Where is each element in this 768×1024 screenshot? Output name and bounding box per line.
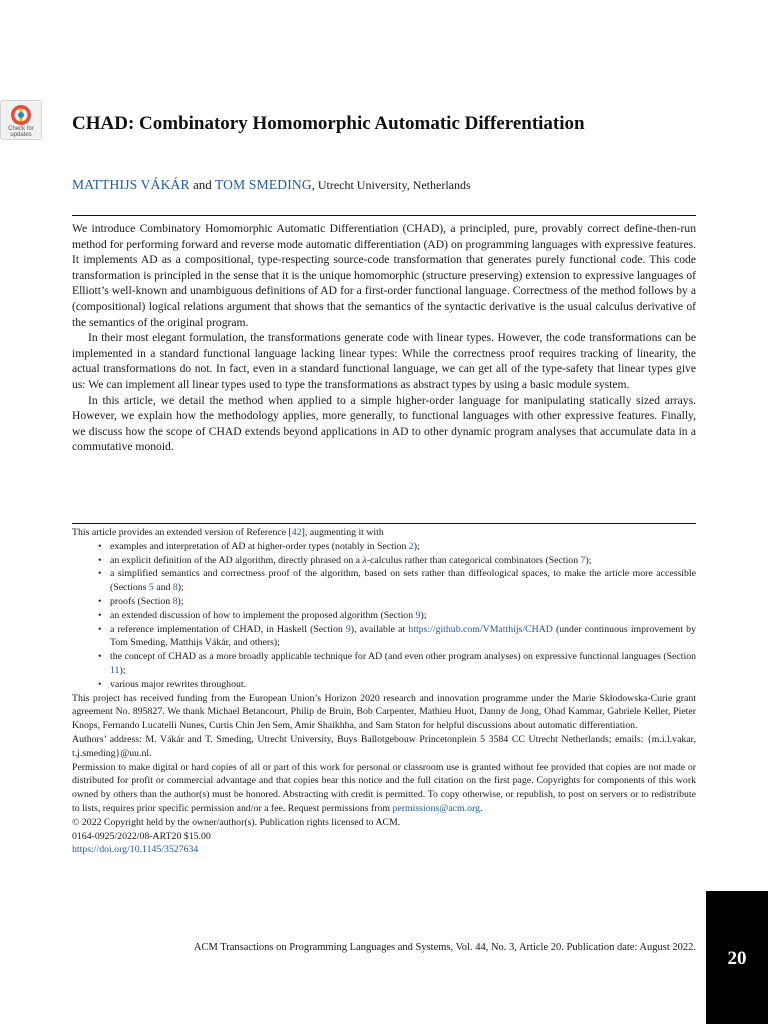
text: proofs (Section bbox=[110, 595, 173, 607]
abstract-top-rule bbox=[72, 215, 696, 216]
issn-line: 0164-0925/2022/08-ART20 $15.00 bbox=[72, 830, 211, 842]
copyright-line: © 2022 Copyright held by the owner/author(s). Publication rights licensed to ACM. bbox=[72, 816, 401, 828]
section-link[interactable]: 7 bbox=[580, 554, 586, 566]
list-item bbox=[110, 554, 696, 568]
affiliation: , Utrecht University, Netherlands bbox=[311, 178, 471, 192]
abstract-paragraph-2: In their most elegant formulation, the transformations generate code with linear types. However, the code transformations can be implemented in a standard functional language lacking linear types: While the correctness proof requires tracking of linearity, the actual transformations do not. In fact, even in a standard functional language, we can get all of the type-safety that linear types give us: We can implement all linear types used to type the transformations as abstract types by using a basic module system. bbox=[72, 331, 696, 391]
section-link[interactable]: 9 bbox=[415, 609, 421, 621]
text: ); bbox=[177, 582, 184, 594]
page-number: 20 bbox=[727, 948, 747, 969]
check-for-updates-badge[interactable] bbox=[0, 100, 42, 140]
text: Permission to make digital or hard copies of all or part of this work for personal or classroom use is granted without fee provided that copies are not made or distributed for profit or commercial advantage and that copies bear this notice and the full citation on the first page. Copyrights for components of this work owned by others than the author(s) must be honored. Abstracting with credit is permitted. To copy otherwise, or republish, to post on servers or to redistribute to lists, requires prior specific permission and/or a fee. Request permissions from bbox=[72, 761, 696, 814]
section-link[interactable]: 11 bbox=[110, 664, 120, 676]
abstract bbox=[72, 221, 696, 455]
list-item bbox=[110, 595, 696, 609]
footnote-rule bbox=[72, 523, 696, 524]
author-vakar[interactable]: MATTHIJS VÁKÁR bbox=[72, 177, 190, 192]
section-link[interactable]: 8 bbox=[172, 582, 178, 594]
page-number-tab bbox=[706, 891, 768, 1024]
list-item bbox=[110, 609, 696, 623]
ref-link[interactable]: 42 bbox=[291, 527, 302, 538]
front-matter-footnote bbox=[72, 526, 696, 857]
extension-list bbox=[72, 540, 696, 692]
section-link[interactable]: 5 bbox=[148, 582, 154, 594]
text: ], augmenting it with bbox=[301, 527, 384, 538]
badge-label-line1: Check for bbox=[8, 126, 34, 132]
text: an extended discussion of how to implement the proposed algorithm (Section bbox=[110, 609, 416, 621]
section-link[interactable]: 9 bbox=[345, 623, 351, 635]
permissions-email-link[interactable]: permissions@acm.org bbox=[392, 802, 480, 814]
author-conjunction: and bbox=[189, 177, 215, 192]
text: . bbox=[480, 802, 483, 814]
text: ), available at bbox=[350, 623, 409, 635]
text: an explicit definition of the AD algorithm, directly phrased on a bbox=[110, 554, 363, 566]
text: ); bbox=[420, 609, 427, 621]
badge-label-line2: updates bbox=[10, 132, 32, 138]
extension-intro bbox=[72, 526, 696, 540]
authors-address: Authors’ address: M. Vákár and T. Smeding, Utrecht University, Buys Ballotgebouw Princetonplein 5 3584 CC Utrecht Netherlands; emails: {m.i.l.vakar, t.j.smeding}@uu.nl. bbox=[72, 733, 696, 759]
text: a simplified semantics and correctness proof of the algorithm, based on sets rather than diffeological spaces, to make the article more accessible (Sections bbox=[110, 568, 696, 594]
funding-note: This project has received funding from the European Union’s Horizon 2020 research and innovation programme under the Marie Skłodowska-Curie grant agreement No. 895827. We thank Michael Betancourt, Philip de Bruin, Bob Carpenter, Mathieu Huot, Danny de Jong, Ohad Kammar, Gabriele Keller, Pieter Knops, Fernando Lucatelli Nunes, Curtis Chin Jen Sem, Amir Shaikhha, and Sam Staton for helpful discussions about automatic differentiation. bbox=[72, 692, 696, 732]
lambda-symbol: λ bbox=[362, 554, 367, 566]
abstract-paragraph-1: We introduce Combinatory Homomorphic Automatic Differentiation (CHAD), a principled, pure, provably correct define-then-run method for performing forward and reverse mode automatic differentiation (AD) on programming languages with expressive features. It implements AD as a compositional, type-respecting source-code transformation that generates purely functional code. This code transformation is principled in the sense that it is the unique homomorphic (structure preserving) extension to expressive languages of Elliott’s well-known and unambiguous definitions of AD for a first-order functional language. Correctness of the method follows by a (compositional) logical relations argument that shows that the semantics of the syntactic derivative is the usual calculus derivative of the semantics of the original program. bbox=[72, 222, 696, 329]
permission-notice bbox=[72, 761, 696, 816]
author-line bbox=[72, 177, 692, 193]
abstract-paragraph-3: In this article, we detail the method when applied to a simple higher-order language for manipulating statically sized arrays. However, we explain how the methodology applies, more generally, to functional languages with other expressive features. Finally, we discuss how the scope of CHAD extends beyond applications in AD to other dynamic program analyses that accumulate data in a commutative monoid. bbox=[72, 393, 696, 454]
list-item bbox=[110, 540, 696, 554]
text: (under continuous improvement by Tom Smeding, Matthijs Vákár, and others); bbox=[110, 623, 696, 649]
check-for-updates-icon bbox=[10, 104, 32, 126]
text: and bbox=[153, 582, 173, 594]
doi-link[interactable]: https://doi.org/10.1145/3527634 bbox=[72, 844, 199, 856]
section-link[interactable]: 8 bbox=[172, 595, 178, 607]
paper-title: CHAD: Combinatory Homomorphic Automatic Differentiation bbox=[72, 113, 585, 134]
text: a reference implementation of CHAD, in Haskell (Section bbox=[110, 623, 346, 635]
section-link[interactable]: 2 bbox=[408, 540, 414, 552]
list-item: • various major rewrites throughout. bbox=[110, 678, 696, 692]
journal-footer: ACM Transactions on Programming Languages and Systems, Vol. 44, No. 3, Article 20. Publication date: August 2022. bbox=[193, 942, 696, 953]
text: ); bbox=[177, 595, 184, 607]
text: ); bbox=[119, 664, 126, 676]
list-item bbox=[110, 623, 696, 651]
author-smeding[interactable]: TOM SMEDING bbox=[214, 177, 312, 192]
github-link[interactable]: https://github.com/VMatthijs/CHAD bbox=[408, 623, 553, 635]
text: This article provides an extended version of Reference [ bbox=[72, 527, 292, 538]
text: examples and interpretation of AD at higher-order types (notably in Section bbox=[110, 540, 409, 552]
text: the concept of CHAD as a more broadly applicable technique for AD (and even other program analyses) on expressive functional languages (Section bbox=[110, 651, 696, 663]
text: -calculus rather than categorical combinators (Section bbox=[366, 554, 581, 566]
text: ); bbox=[585, 554, 592, 566]
text: ); bbox=[413, 540, 420, 552]
list-item bbox=[110, 650, 696, 678]
list-item bbox=[110, 567, 696, 595]
